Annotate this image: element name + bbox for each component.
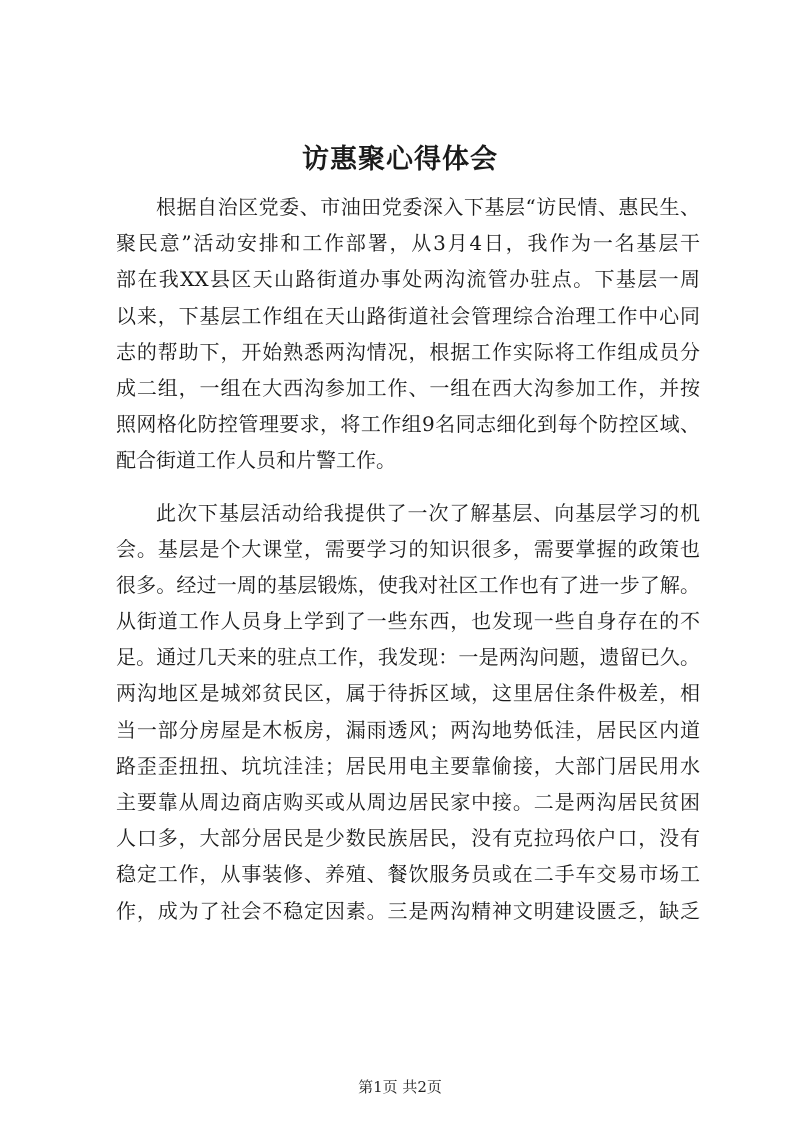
paragraph-line: 足。通过几天来的驻点工作，我发现：一是两沟问题，遗留已久。 [116,645,700,670]
document-title: 访惠聚心得体会 [302,144,498,175]
paragraph-line: 根据自治区党委、市油田党委深入下基层“访民情、惠民生、 [156,195,700,219]
page-number-footer: 第1页 共2页 [358,1078,442,1096]
paragraph-spacer [116,479,700,495]
paragraph-2 [116,495,700,929]
paragraph-1 [116,189,700,479]
paragraph-line: 从街道工作人员身上学到了一些东西，也发现一些自身存在的不 [116,609,700,634]
paragraph-line: 聚民意”活动安排和工作部署，从3月4日，我作为一名基层干 [116,231,700,256]
paragraph-line: 路歪歪扭扭、坑坑洼洼；居民用电主要靠偷接，大部门居民用水 [116,753,700,778]
paragraph-line: 很多。经过一周的基层锻炼，使我对社区工作也有了进一步了解。 [116,572,700,597]
paragraph-line: 配合街道工作人员和片警工作。 [116,448,396,473]
paragraph-line: 以来，下基层工作组在天山路街道社会管理综合治理工作中心同 [116,303,700,328]
paragraph-line: 两沟地区是城郊贫民区，属于待拆区域，这里居住条件极差，相 [116,681,700,706]
paragraph-line: 成二组，一组在大西沟参加工作、一组在西大沟参加工作，并按 [116,375,700,400]
paragraph-line: 主要靠从周边商店购买或从周边居民家中接。二是两沟居民贫困 [116,790,700,814]
paragraph-line: 当一部分房屋是木板房，漏雨透风；两沟地势低洼，居民区内道 [116,717,700,742]
paragraph-line: 部在我XX县区天山路街道办事处两沟流管办驻点。下基层一周 [116,267,700,292]
paragraph-line: 此次下基层活动给我提供了一次了解基层、向基层学习的机 [156,500,700,525]
paragraph-line: 志的帮助下，开始熟悉两沟情况，根据工作实际将工作组成员分 [116,339,700,364]
paragraph-line: 人口多，大部分居民是少数民族居民，没有克拉玛依户口，没有 [116,826,700,851]
document-body [116,189,700,929]
paragraph-line: 作，成为了社会不稳定因素。三是两沟精神文明建设匮乏，缺乏 [116,898,700,923]
paragraph-line: 照网格化防控管理要求，将工作组9名同志细化到每个防控区域、 [116,412,700,437]
paragraph-line: 稳定工作，从事装修、养殖、餐饮服务员或在二手车交易市场工 [116,862,700,887]
paragraph-line: 会。基层是个大课堂，需要学习的知识很多，需要掌握的政策也 [116,536,700,561]
